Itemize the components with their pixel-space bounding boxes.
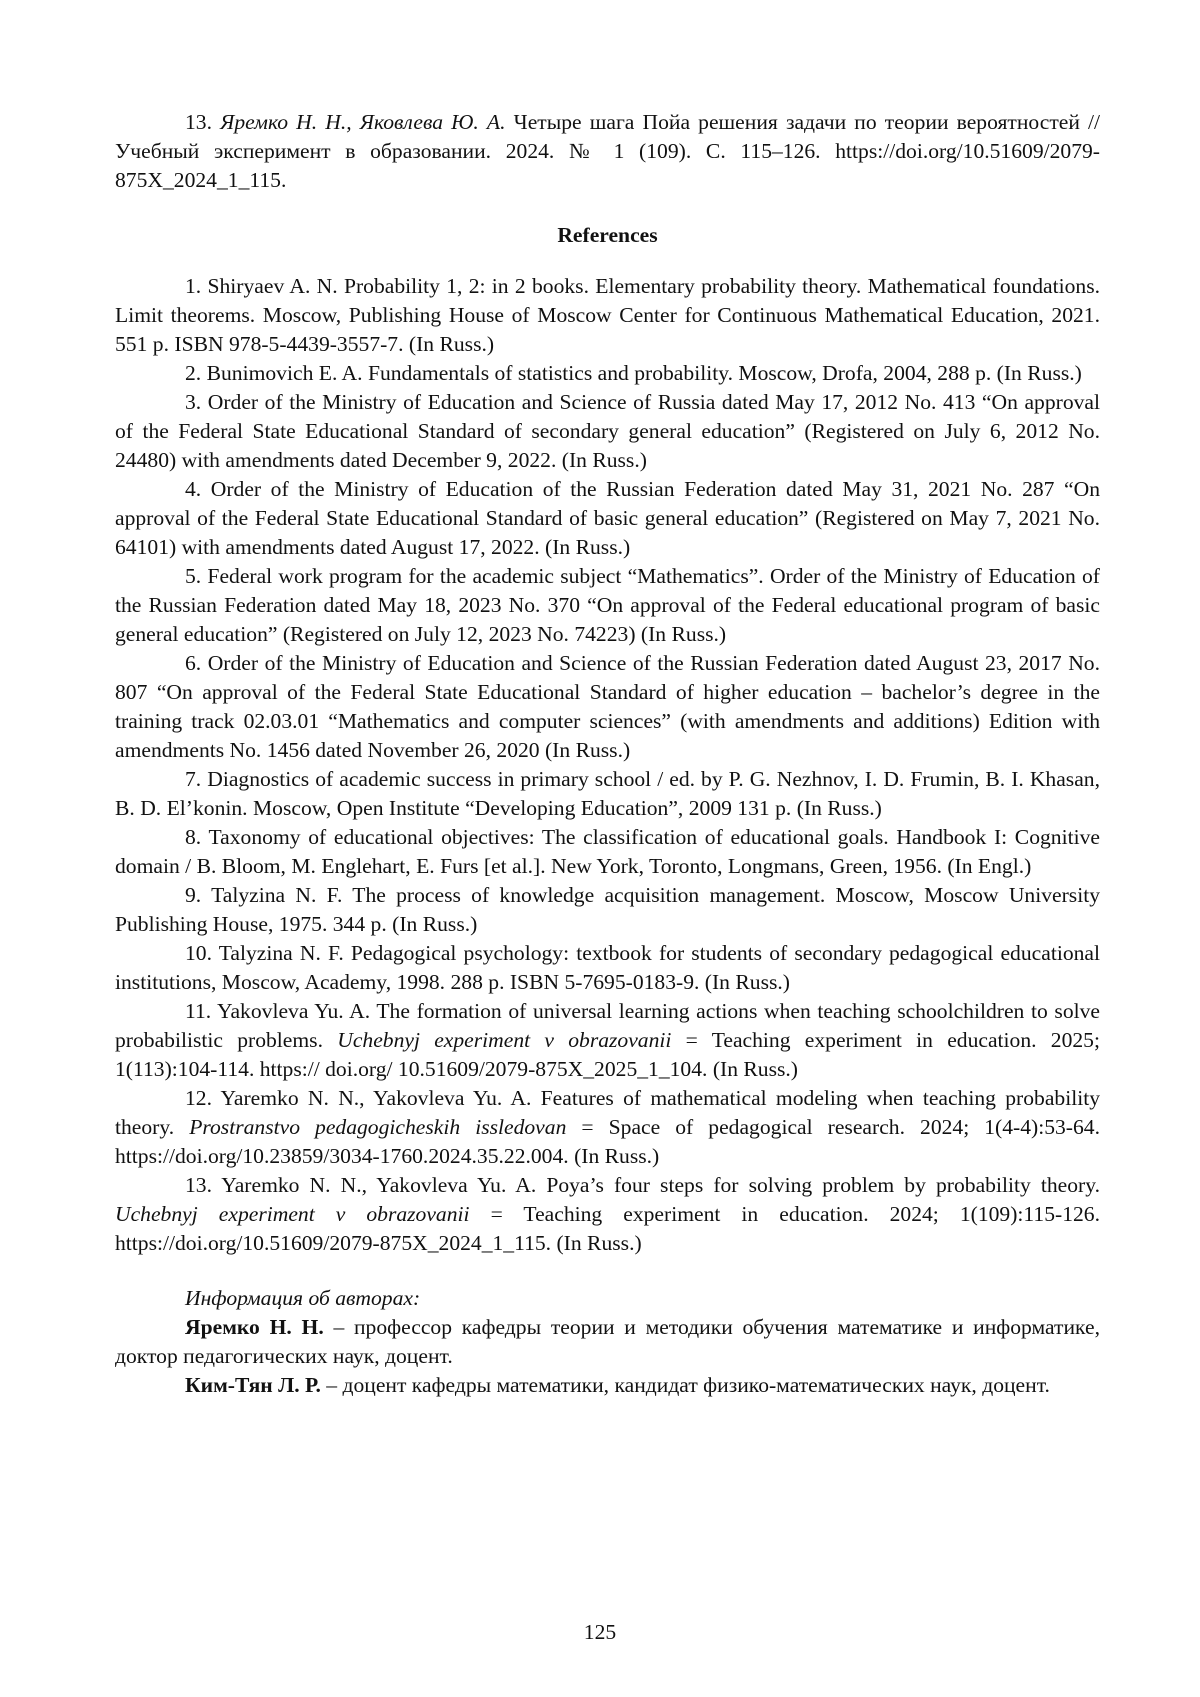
ru-ref-number: 13. xyxy=(185,110,212,134)
reference-item: 6. Order of the Ministry of Education and Science of the Russian Federation dated August 23, 2017 No. 807 “On approval of the Federal State Educational Standard of higher education – bachelor’s degree in the training track 02.03.01 “Mathematics and computer sciences” (with amendments and additions) Edition with amendments No. 1456 dated November 26, 2020 (In Russ.) xyxy=(115,651,1100,762)
reference-text: 13. Yaremko N. N., Yakovleva Yu. A. Poya’s four steps for solving problem by probability theory. xyxy=(185,1173,1100,1197)
ru-reference-13 xyxy=(115,108,1100,195)
page-number: 125 xyxy=(583,1620,617,1644)
reference-item: 7. Diagnostics of academic success in primary school / ed. by P. G. Nezhnov, I. D. Frumin, B. I. Khasan, B. D. El’konin. Moscow, Open Institute “Developing Education”, 2009 131 p. (In Russ.) xyxy=(115,767,1100,820)
reference-item: 4. Order of the Ministry of Education of the Russian Federation dated May 31, 2021 No. 287 “On approval of the Federal State Educational Standard of basic general education” (Registered on May 7, 2021 No. 64101) with amendments dated August 17, 2022. (In Russ.) xyxy=(115,477,1100,559)
reference-item xyxy=(115,997,1100,1084)
reference-item xyxy=(115,1084,1100,1171)
reference-journal: Prostranstvo pedagogicheskih issledovan xyxy=(189,1115,567,1139)
author-entry xyxy=(115,1371,1100,1400)
ru-ref-authors: Яремко Н. Н., Яковлева Ю. А. xyxy=(220,110,506,134)
author-description: – профессор кафедры теории и методики обучения математике и информатике, доктор педагогических наук, доцент. xyxy=(115,1315,1100,1368)
reference-item: 8. Taxonomy of educational objectives: The classification of educational goals. Handbook I: Cognitive domain / B. Bloom, M. Englehart, E. Furs [et al.]. New York, Toronto, Longmans, Green, 1956. (In Engl.) xyxy=(115,825,1100,878)
author-entry xyxy=(115,1313,1100,1371)
reference-item: 2. Bunimovich E. A. Fundamentals of statistics and probability. Moscow, Drofa, 2004, 288 p. (In Russ.) xyxy=(185,361,1082,385)
reference-text: = Teaching experiment in education. 2024; 1(109):115-126. https://doi.org/10.51609/2079-875X_2024_1_115. (In Russ.) xyxy=(115,1202,1100,1255)
ru-ref-text: Четыре шага Пойа решения задачи по теории вероятностей // Учебный эксперимент в образовании. 2024. № 1 (109). С. 115–126. https://doi.org/10.51609/2079-875X_2024_1_115. xyxy=(115,110,1101,192)
author-name: Яремко Н. Н. xyxy=(185,1315,324,1339)
reference-item: 1. Shiryaev A. N. Probability 1, 2: in 2 books. Elementary probability theory. Mathematical foundations. Limit theorems. Moscow, Publishing House of Moscow Center for Continuous Mathematical Education, 2021. 551 p. ISBN 978-5-4439-3557-7. (In Russ.) xyxy=(115,274,1100,356)
reference-item: 3. Order of the Ministry of Education and Science of Russia dated May 17, 2012 No. 413 “On approval of the Federal State Educational Standard of secondary general education” (Registered on July 6, 2012 No. 24480) with amendments dated December 9, 2022. (In Russ.) xyxy=(115,390,1100,472)
reference-text: = Space of pedagogical research. 2024; 1(4-4):53-64. https://doi.org/10.23859/3034-1760.2024.35.22.004. (In Russ.) xyxy=(115,1115,1100,1168)
page-body xyxy=(115,108,1100,1400)
reference-item: 5. Federal work program for the academic subject “Mathematics”. Order of the Ministry of Education of the Russian Federation dated May 18, 2023 No. 370 “On approval of the Federal educational program of basic general education” (Registered on July 12, 2023 No. 74223) (In Russ.) xyxy=(115,564,1100,646)
reference-item: 9. Talyzina N. F. The process of knowledge acquisition management. Moscow, Moscow University Publishing House, 1975. 344 p. (In Russ.) xyxy=(115,883,1100,936)
author-description: – доцент кафедры математики, кандидат физико-математических наук, доцент. xyxy=(320,1373,1050,1397)
references-list xyxy=(115,272,1100,1258)
references-heading: References xyxy=(557,223,658,247)
reference-text: 12. Yaremko N. N., Yakovleva Yu. A. Features of mathematical modeling when teaching probability theory. xyxy=(115,1086,1100,1139)
reference-journal: Uchebnyj experiment v obrazovanii xyxy=(115,1202,470,1226)
authors-info-heading: Информация об авторах: xyxy=(185,1286,421,1310)
reference-journal: Uchebnyj experiment v obrazovanii xyxy=(337,1028,672,1052)
reference-text: = Teaching experiment in education. 2025; 1(113):104-114. https:// doi.org/ 10.51609/2079-875X_2025_1_104. (In Russ.) xyxy=(115,1028,1100,1081)
reference-item xyxy=(115,1171,1100,1258)
reference-item: 10. Talyzina N. F. Pedagogical psychology: textbook for students of secondary pedagogical educational institutions, Moscow, Academy, 1998. 288 p. ISBN 5-7695-0183-9. (In Russ.) xyxy=(115,941,1100,994)
reference-text: 11. Yakovleva Yu. A. The formation of universal learning actions when teaching schoolchildren to solve probabilistic problems. xyxy=(115,999,1100,1052)
author-name: Ким-Тян Л. Р. xyxy=(185,1373,321,1397)
